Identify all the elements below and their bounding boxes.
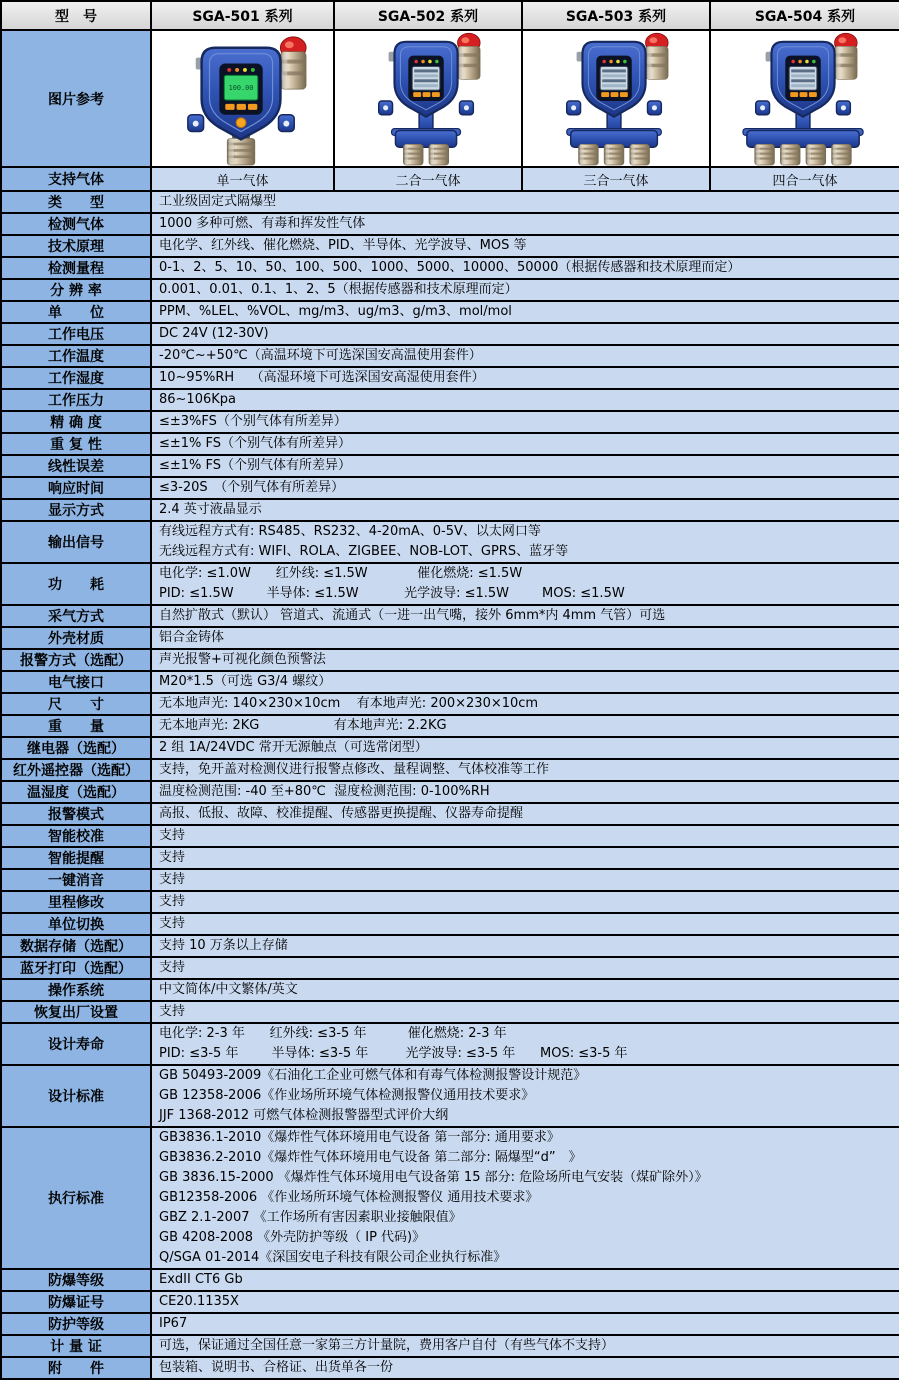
spec-value-line: GB 50493-2009《石油化工企业可燃气体和有毒气体检测报警设计规范》 <box>159 1068 587 1083</box>
spec-label: 工作压力 <box>1 389 151 411</box>
spec-value <box>151 345 899 367</box>
spec-value-line: JJF 1368-2012 可燃气体检测报警器型式评价大纲 <box>159 1108 449 1123</box>
spec-label: 附 件 <box>1 1357 151 1379</box>
spec-value-line: GB 3836.15-2000 《爆炸性气体环境用电气设备第 15 部分: 危险场所电气安装（煤矿除外）》 <box>159 1170 708 1185</box>
spec-value <box>151 1269 899 1291</box>
spec-value-line: 支持 <box>159 828 186 843</box>
spec-row <box>1 213 899 235</box>
spec-row <box>1 367 899 389</box>
spec-value <box>151 847 899 869</box>
spec-value-line: ≤±1% FS（个别气体有所差异） <box>159 458 352 473</box>
spec-label: 红外遥控器（选配） <box>1 759 151 781</box>
spec-label: 里程修改 <box>1 891 151 913</box>
spec-value-line: 电化学: ≤1.0W 红外线: ≤1.5W 催化燃烧: ≤1.5W <box>159 566 523 581</box>
spec-label: 尺 寸 <box>1 693 151 715</box>
spec-label: 防爆等级 <box>1 1269 151 1291</box>
spec-label: 报警方式（选配） <box>1 649 151 671</box>
spec-value-line: GB3836.1-2010《爆炸性气体环境用电气设备 第一部分: 通用要求》 <box>159 1130 560 1145</box>
spec-value-line: ≤±1% FS（个别气体有所差异） <box>159 436 352 451</box>
spec-row <box>1 191 899 213</box>
gas-type-cell: 单一气体 <box>151 167 334 191</box>
spec-value-line: 支持 <box>159 960 186 975</box>
spec-row <box>1 671 899 693</box>
product-image-cell <box>522 30 710 167</box>
spec-label: 智能提醒 <box>1 847 151 869</box>
spec-row <box>1 759 899 781</box>
spec-row <box>1 935 899 957</box>
spec-value-line: M20*1.5（可选 G3/4 螺纹） <box>159 674 332 689</box>
spec-value <box>151 869 899 891</box>
spec-value <box>151 433 899 455</box>
spec-value-line: 中文简体/中文繁体/英文 <box>159 982 298 997</box>
spec-row <box>1 1357 899 1379</box>
spec-row <box>1 825 899 847</box>
gas-type-cell: 三合一气体 <box>522 167 710 191</box>
spec-value-line: 支持 <box>159 894 186 909</box>
spec-label: 防爆证号 <box>1 1291 151 1313</box>
spec-value <box>151 1291 899 1313</box>
spec-value <box>151 257 899 279</box>
spec-row <box>1 781 899 803</box>
spec-value <box>151 1001 899 1023</box>
spec-label: 显示方式 <box>1 499 151 521</box>
spec-value-line: 1000 多种可燃、有毒和挥发性气体 <box>159 216 366 231</box>
spec-row <box>1 477 899 499</box>
spec-value <box>151 671 899 693</box>
spec-value-line: GB3836.2-2010《爆炸性气体环境用电气设备 第二部分: 隔爆型“d” 》 <box>159 1150 582 1165</box>
spec-value <box>151 191 899 213</box>
spec-row <box>1 301 899 323</box>
gas-detector-illustration <box>526 32 706 166</box>
spec-row <box>1 1313 899 1335</box>
spec-value-line: 无线远程方式有: WIFI、ROLA、ZIGBEE、NOB-LOT、GPRS、蓝牙等 <box>159 544 569 559</box>
spec-label: 精 确 度 <box>1 411 151 433</box>
gas-row <box>1 167 899 191</box>
spec-value <box>151 759 899 781</box>
spec-row <box>1 563 899 605</box>
spec-row <box>1 891 899 913</box>
spec-label: 数据存储（选配） <box>1 935 151 957</box>
spec-label: 执行标准 <box>1 1127 151 1269</box>
gas-detector-illustration <box>338 32 518 166</box>
spec-label: 设计标准 <box>1 1065 151 1127</box>
spec-label: 功 耗 <box>1 563 151 605</box>
spec-row <box>1 1065 899 1127</box>
spec-value-line: 包装箱、说明书、合格证、出货单各一份 <box>159 1360 394 1375</box>
spec-value <box>151 367 899 389</box>
spec-value <box>151 605 899 627</box>
spec-value-line: DC 24V (12-30V) <box>159 326 269 341</box>
spec-value <box>151 323 899 345</box>
spec-row <box>1 499 899 521</box>
spec-value <box>151 649 899 671</box>
spec-label: 继电器（选配） <box>1 737 151 759</box>
spec-value-line: 声光报警+可视化颜色预警法 <box>159 652 326 667</box>
spec-row <box>1 411 899 433</box>
spec-row <box>1 693 899 715</box>
spec-row <box>1 257 899 279</box>
gas-detector-illustration <box>715 32 895 166</box>
spec-value <box>151 563 899 605</box>
header-model-sga-501: SGA-501 系列 <box>151 1 334 30</box>
spec-value <box>151 213 899 235</box>
spec-value-line: 支持 <box>159 872 186 887</box>
spec-value-line: 有线远程方式有: RS485、RS232、4-20mA、0-5V、以太网口等 <box>159 524 541 539</box>
spec-row <box>1 455 899 477</box>
spec-value <box>151 455 899 477</box>
spec-value-line: -20℃~+50℃（高温环境下可选深国安高温使用套件） <box>159 348 482 363</box>
spec-row <box>1 1291 899 1313</box>
spec-label: 报警模式 <box>1 803 151 825</box>
spec-value-line: 无本地声光: 2KG 有本地声光: 2.2KG <box>159 718 447 733</box>
spec-row <box>1 1335 899 1357</box>
spec-label: 智能校准 <box>1 825 151 847</box>
spec-value <box>151 935 899 957</box>
spec-value <box>151 1023 899 1065</box>
spec-label: 电气接口 <box>1 671 151 693</box>
spec-value <box>151 979 899 1001</box>
spec-label: 防护等级 <box>1 1313 151 1335</box>
gas-row-label: 支持气体 <box>1 167 151 191</box>
spec-value-line: 0.001、0.01、0.1、1、2、5（根据传感器和技术原理而定） <box>159 282 518 297</box>
spec-value <box>151 521 899 563</box>
spec-label: 重 量 <box>1 715 151 737</box>
spec-value <box>151 1127 899 1269</box>
spec-value <box>151 477 899 499</box>
spec-value <box>151 389 899 411</box>
spec-value <box>151 279 899 301</box>
gas-type-cell: 四合一气体 <box>710 167 899 191</box>
spec-row <box>1 913 899 935</box>
spec-row <box>1 847 899 869</box>
spec-label: 一键消音 <box>1 869 151 891</box>
spec-row <box>1 737 899 759</box>
image-row-label: 图片参考 <box>1 30 151 167</box>
product-image-cell <box>334 30 522 167</box>
spec-row <box>1 521 899 563</box>
spec-value-line: PPM、%LEL、%VOL、mg/m3、ug/m3、g/m3、mol/mol <box>159 304 512 319</box>
spec-row <box>1 1127 899 1269</box>
spec-label: 检测气体 <box>1 213 151 235</box>
spec-label: 蓝牙打印（选配） <box>1 957 151 979</box>
spec-value-line: GBZ 2.1-2007 《工作场所有害因素职业接触限值》 <box>159 1210 462 1225</box>
spec-value-line: 86~106Kpa <box>159 392 236 407</box>
spec-value-line: GB12358-2006 《作业场所环境气体检测报警仪 通用技术要求》 <box>159 1190 539 1205</box>
spec-value-line: 支持 10 万条以上存储 <box>159 938 288 953</box>
spec-value <box>151 301 899 323</box>
gas-type-cell: 二合一气体 <box>334 167 522 191</box>
spec-value-line: 无本地声光: 140×230×10cm 有本地声光: 200×230×10cm <box>159 696 539 711</box>
model-header-row <box>1 1 899 30</box>
spec-row <box>1 389 899 411</box>
spec-value <box>151 627 899 649</box>
spec-label: 工作湿度 <box>1 367 151 389</box>
spec-value <box>151 913 899 935</box>
spec-value-line: 0-1、2、5、10、50、100、500、1000、5000、10000、50000（根据传感器和技术原理而定） <box>159 260 741 275</box>
image-row <box>1 30 899 167</box>
spec-value <box>151 781 899 803</box>
spec-body <box>1 191 899 1379</box>
spec-row <box>1 627 899 649</box>
spec-value <box>151 693 899 715</box>
spec-value <box>151 825 899 847</box>
spec-value-line: 支持 <box>159 850 186 865</box>
spec-label: 技术原理 <box>1 235 151 257</box>
header-model-sga-503: SGA-503 系列 <box>522 1 710 30</box>
spec-label: 单 位 <box>1 301 151 323</box>
spec-value-line: 支持 <box>159 916 186 931</box>
spec-label: 单位切换 <box>1 913 151 935</box>
spec-value-line: 2.4 英寸液晶显示 <box>159 502 262 517</box>
spec-value <box>151 411 899 433</box>
spec-value <box>151 891 899 913</box>
spec-label: 采气方式 <box>1 605 151 627</box>
spec-label: 响应时间 <box>1 477 151 499</box>
spec-value-line: CE20.1135X <box>159 1294 239 1309</box>
spec-value-line: ExdII CT6 Gb <box>159 1272 243 1287</box>
header-model-sga-504: SGA-504 系列 <box>710 1 899 30</box>
spec-row <box>1 323 899 345</box>
spec-row <box>1 979 899 1001</box>
spec-value-line: 2 组 1A/24VDC 常开无源触点（可选常闭型） <box>159 740 428 755</box>
spec-label: 温湿度（选配） <box>1 781 151 803</box>
spec-value-line: 支持，免开盖对检测仪进行报警点修改、量程调整、气体校准等工作 <box>159 762 550 777</box>
spec-row <box>1 1269 899 1291</box>
spec-value-line: 电化学: 2-3 年 红外线: ≤3-5 年 催化燃烧: 2-3 年 <box>159 1026 507 1041</box>
spec-value <box>151 957 899 979</box>
spec-value-line: 自然扩散式（默认） 管道式、流通式（一进一出气嘴，接外 6mm*内 4mm 气管）可选 <box>159 608 666 623</box>
spec-row <box>1 715 899 737</box>
spec-value <box>151 235 899 257</box>
spec-value-line: 铝合金铸体 <box>159 630 225 645</box>
spec-value <box>151 1335 899 1357</box>
spec-value <box>151 1313 899 1335</box>
spec-value-line: PID: ≤3-5 年 半导体: ≤3-5 年 光学波导: ≤3-5 年 MOS: ≤3-5 年 <box>159 1046 628 1061</box>
spec-value-line: IP67 <box>159 1316 188 1331</box>
spec-label: 操作系统 <box>1 979 151 1001</box>
spec-row <box>1 279 899 301</box>
spec-row <box>1 1001 899 1023</box>
spec-label: 类 型 <box>1 191 151 213</box>
spec-label: 设计寿命 <box>1 1023 151 1065</box>
spec-label: 工作温度 <box>1 345 151 367</box>
svg-text:100.00: 100.00 <box>228 83 253 92</box>
spec-label: 输出信号 <box>1 521 151 563</box>
spec-label: 重 复 性 <box>1 433 151 455</box>
spec-value-line: ≤3-20S （个别气体有所差异） <box>159 480 345 495</box>
spec-value-line: 可选，保证通过全国任意一家第三方计量院，费用客户自付（有些气体不支持） <box>159 1338 615 1353</box>
spec-row <box>1 869 899 891</box>
spec-row <box>1 345 899 367</box>
spec-row <box>1 605 899 627</box>
product-image-cell <box>151 30 334 167</box>
spec-row <box>1 235 899 257</box>
spec-value-line: 10~95%RH （高湿环境下可选深国安高湿使用套件） <box>159 370 485 385</box>
spec-row <box>1 803 899 825</box>
gas-detector-illustration <box>153 32 333 166</box>
spec-value <box>151 1357 899 1379</box>
spec-value-line: GB 4208-2008 《外壳防护等级（ IP 代码)》 <box>159 1230 426 1245</box>
header-model-sga-502: SGA-502 系列 <box>334 1 522 30</box>
spec-value-line: 电化学、红外线、催化燃烧、PID、半导体、光学波导、MOS 等 <box>159 238 527 253</box>
spec-value-line: GB 12358-2006《作业场所环境气体检测报警仪通用技术要求》 <box>159 1088 535 1103</box>
spec-value <box>151 803 899 825</box>
spec-row <box>1 1023 899 1065</box>
product-image-cell <box>710 30 899 167</box>
spec-label: 计 量 证 <box>1 1335 151 1357</box>
spec-value-line: 工业级固定式隔爆型 <box>159 194 277 209</box>
spec-label: 工作电压 <box>1 323 151 345</box>
spec-label: 线性误差 <box>1 455 151 477</box>
spec-value-line: 温度检测范围: -40 至+80℃ 湿度检测范围: 0-100%RH <box>159 784 490 799</box>
spec-label: 分 辨 率 <box>1 279 151 301</box>
spec-label: 检测量程 <box>1 257 151 279</box>
spec-row <box>1 957 899 979</box>
spec-value-line: Q/SGA 01-2014《深国安电子科技有限公司企业执行标准》 <box>159 1250 507 1265</box>
spec-label: 恢复出厂设置 <box>1 1001 151 1023</box>
spec-value <box>151 715 899 737</box>
spec-value <box>151 1065 899 1127</box>
spec-value-line: 支持 <box>159 1004 186 1019</box>
spec-value-line: ≤±3%FS（个别气体有所差异） <box>159 414 347 429</box>
spec-row <box>1 433 899 455</box>
spec-value <box>151 737 899 759</box>
spec-row <box>1 649 899 671</box>
spec-label: 外壳材质 <box>1 627 151 649</box>
spec-value <box>151 499 899 521</box>
spec-value-line: 高报、低报、故障、校准提醒、传感器更换提醒、仪器寿命提醒 <box>159 806 524 821</box>
header-model-label: 型 号 <box>1 1 151 30</box>
spec-value-line: PID: ≤1.5W 半导体: ≤1.5W 光学波导: ≤1.5W MOS: ≤1.5W <box>159 586 625 601</box>
